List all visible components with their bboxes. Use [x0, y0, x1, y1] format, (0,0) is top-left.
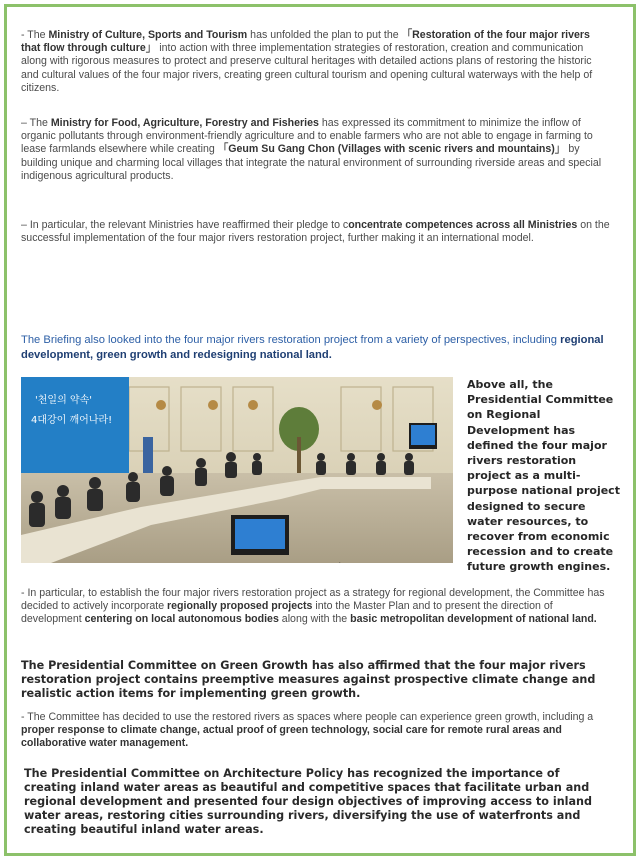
banner-text-line2: 4대강이 깨어나라! — [31, 415, 113, 426]
paragraph-green-growth-experience — [21, 711, 611, 751]
briefing-intro — [21, 333, 611, 363]
banner-text-line1: '천일의 약속' — [35, 395, 92, 406]
ministry-agriculture-name: Ministry for Food, Agriculture, Forestry and Fisheries — [50, 117, 319, 129]
paragraph-agriculture-ministry — [21, 117, 611, 183]
text: along with the — [278, 613, 351, 626]
regional-committee-text: Above all, the Presidential Committee on Regional Development has defined the four major rivers restoration project as a multi-purpose national project designed to secure water resources, to recover from economic recession and to create future growth engines. — [467, 378, 620, 574]
geum-su-gang-chon-title: 「Geum Su Gang Chon (Villages with scenic rivers and mountains)」 — [217, 143, 566, 156]
flag-icon — [143, 437, 153, 477]
concentrate-competences-text: oncentrate competences across all Ministries — [348, 219, 578, 231]
text: into action with three implementation strategies of restoration, creation and communication along with rigorous measures to protect and preserve cultural heritages with detailed actions plans of restoring the historic and cultural values of the four major rivers, creating green cultural tourism and opening cultural waterways with the help of citizens. — [21, 42, 593, 94]
ministry-culture-name: Ministry of Culture, Sports and Tourism — [48, 29, 248, 41]
briefing-highlight: regional development, green growth and redesigning national land. — [21, 334, 604, 361]
text: – In particular, the relevant Ministries have reaffirmed their pledge to c — [21, 219, 349, 231]
text: The Briefing also looked into the four major rivers restoration project from a variety of perspectives, including — [21, 334, 561, 346]
text: on the successful implementation of the four major rivers restoration project, further making it an international model. — [21, 219, 610, 245]
text: - The Committee has decided to use the restored rivers as spaces where people can experience green growth, including a — [21, 711, 594, 723]
restoration-culture-title: 「Restoration of the four major rivers that flow through culture」 — [21, 29, 590, 55]
meeting-photo — [21, 377, 453, 563]
text: – The — [21, 117, 51, 129]
local-bodies-text: centering on local autonomous bodies — [84, 613, 279, 626]
page-frame — [4, 4, 636, 856]
text: into the Master Plan and to present the direction of development — [21, 600, 553, 626]
paragraph-all-ministries — [21, 219, 611, 245]
metropolitan-development-text: basic metropolitan development of national land. — [350, 613, 597, 626]
paragraph-culture-ministry — [21, 29, 611, 95]
paragraph-regional-projects — [21, 587, 611, 627]
meeting-photo-illustration — [21, 377, 453, 563]
green-growth-committee-text: The Presidential Committee on Green Growth has also affirmed that the four major rivers restoration project contains preemptive measures against prospective climate change and realistic action items for implementing green growth. — [21, 659, 596, 700]
regional-projects-text: regionally proposed projects — [167, 600, 313, 613]
climate-response-text: proper response to climate change, actual proof of green technology, social care for remote rural areas and collaborative water management. — [21, 724, 562, 750]
text: by building unique and charming local villages that integrate the natural environment of surrounding riverside areas and special indigenous agricultural products. — [21, 143, 602, 182]
architecture-committee-text: The Presidential Committee on Architecture Policy has recognized the importance of creating inland water areas as beautiful and competitive spaces that facilitate urban and regional development and presented four design objectives of improving access to inland water areas, restoring cities surrounding rivers, diversifying the use of waterfronts and creating beautiful inland water areas. — [24, 767, 593, 836]
text: - In particular, to establish the four major rivers restoration project as a strategy for regional development, the Committee has decided to actively incorporate — [21, 587, 605, 613]
text: has expressed its commitment to minimize the inflow of organic pollutants through environment-friendly agriculture and to enable farmers who are not able to engage in farming to lease farmlands elsewhere while creating — [21, 117, 593, 156]
text: has unfolded the plan to put the — [247, 29, 402, 41]
text: - The — [21, 29, 49, 41]
